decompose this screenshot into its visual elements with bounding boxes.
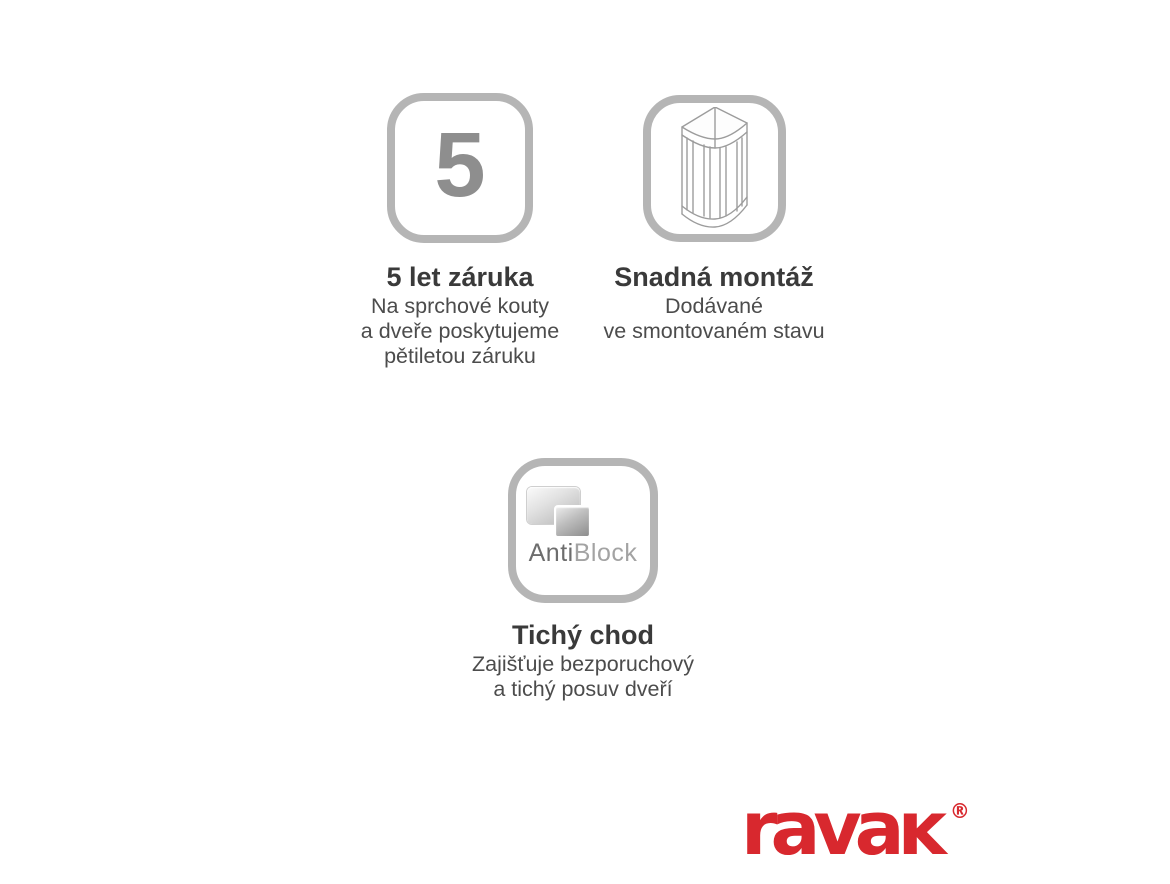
feature-description xyxy=(433,652,733,702)
shower-enclosure-icon xyxy=(679,107,750,231)
assembly-badge xyxy=(643,95,786,242)
antiblock-text-block: Block xyxy=(573,539,638,567)
feature-description xyxy=(564,294,864,344)
feature-title: 5 let záruka xyxy=(386,262,534,292)
description-line: a tichý posuv dveří xyxy=(493,677,673,701)
feature-easy-assembly xyxy=(564,95,864,344)
description-line: Dodávané xyxy=(664,294,764,318)
description-line: Zajišťuje bezporuchový xyxy=(472,652,694,676)
description-line: a dveře poskytujeme xyxy=(360,319,560,343)
description-line: ve smontovaném stavu xyxy=(603,319,825,343)
registered-trademark-icon: ® xyxy=(949,799,970,823)
ravak-logo-text: ravaĸ xyxy=(741,786,940,872)
warranty-badge xyxy=(387,93,533,243)
antiblock-icon xyxy=(508,458,658,603)
antiblock-text-anti: Anti xyxy=(528,539,574,567)
ravak-logo xyxy=(741,786,970,884)
antiblock-front-square-icon xyxy=(554,505,591,538)
antiblock-wordmark xyxy=(516,539,650,568)
description-line: pětiletou záruku xyxy=(384,344,536,368)
description-line: Na sprchové kouty xyxy=(370,294,550,318)
feature-title: Tichý chod xyxy=(511,620,655,650)
feature-quiet-operation xyxy=(433,458,733,702)
number-5-icon: 5 xyxy=(434,114,486,216)
feature-title: Snadná montáž xyxy=(614,262,814,292)
